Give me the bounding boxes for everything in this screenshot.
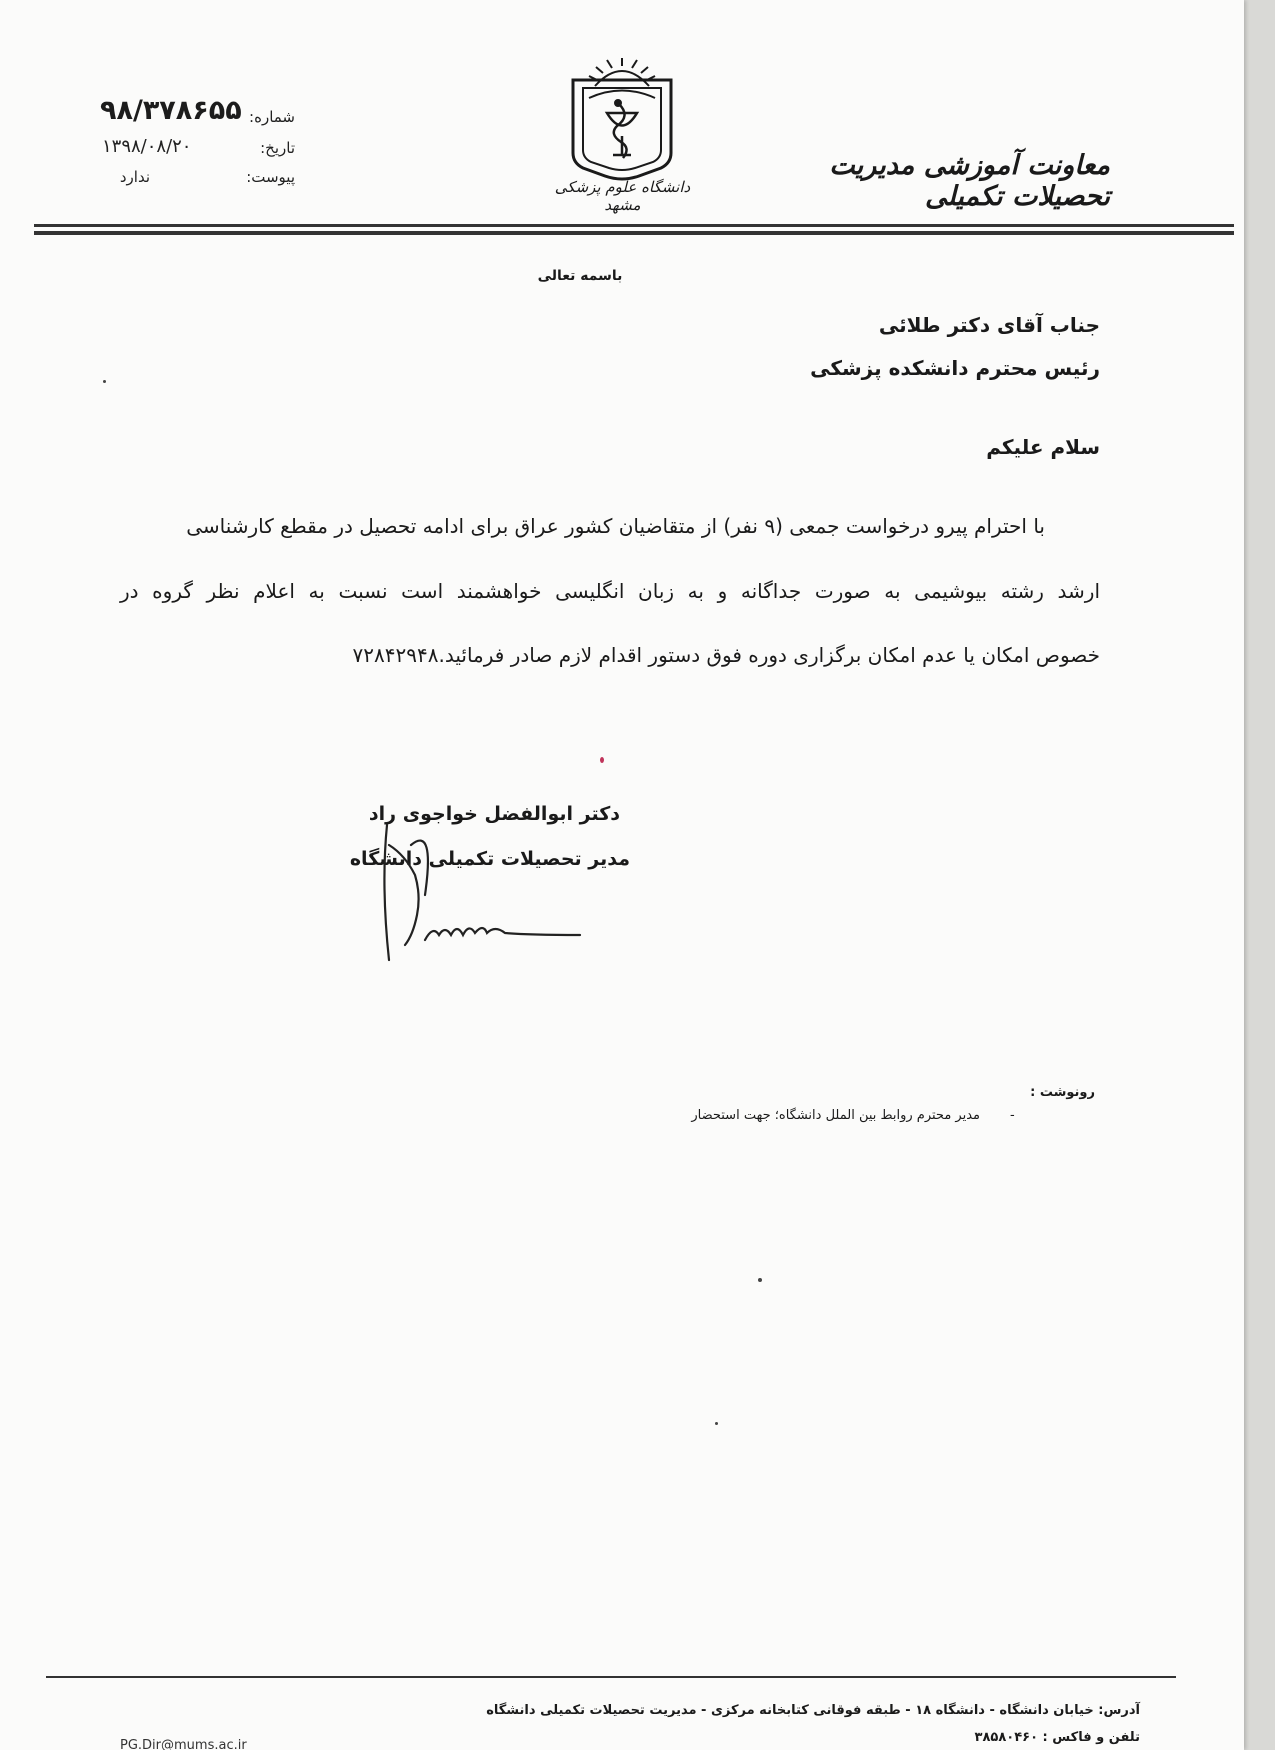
addressee-name: جناب آقای دکتر طلائی bbox=[878, 313, 1100, 337]
attachment-label: پیوست: bbox=[246, 168, 295, 186]
logo-caption: دانشگاه علوم پزشکی مشهد bbox=[554, 178, 691, 214]
invocation: باسمه تعالی bbox=[537, 268, 623, 284]
header-rule-bottom bbox=[34, 231, 1234, 235]
letter-date-value: ۱۳۹۸/۰۸/۲۰ bbox=[102, 136, 192, 157]
cc-item: مدیر محترم روابط بین الملل دانشگاه؛ جهت استحضار bbox=[691, 1108, 980, 1123]
body-line-2: ارشد رشته بیوشیمی به صورت جداگانه و به زبان انگلیسی خواهشمند است نسبت به اعلام نظر گروه در bbox=[120, 579, 1100, 603]
ink-mark bbox=[600, 757, 604, 763]
cc-dash: - bbox=[1010, 1108, 1015, 1123]
handwritten-signature bbox=[375, 785, 595, 965]
footer-address: آدرس: خیابان دانشگاه - دانشگاه ۱۸ - طبقه فوقانی کتابخانه مرکزی - مدیریت تحصیلات تکمیلی دانشگاه bbox=[486, 1703, 1140, 1718]
attachment-value: ندارد bbox=[119, 168, 150, 186]
body-line-3: خصوص امکان یا عدم امکان برگزاری دوره فوق دستور اقدام لازم صادر فرمائید.۷۲۸۴۲۹۴۸ bbox=[352, 643, 1100, 667]
letter-number-label: شماره: bbox=[249, 108, 295, 126]
signatory-title: مدیر تحصیلات تکمیلی دانشگاه bbox=[349, 848, 630, 870]
letter-date-label: تاریخ: bbox=[260, 139, 295, 157]
speck bbox=[758, 1278, 762, 1282]
speck bbox=[715, 1422, 718, 1425]
body-line-1: با احترام پیرو درخواست جمعی (۹ نفر) از متقاضیان کشور عراق برای ادامه تحصیل در مقطع کارشناسی bbox=[186, 514, 1045, 538]
greeting: سلام علیکم bbox=[986, 435, 1100, 459]
header-rule-top bbox=[34, 224, 1234, 227]
letter-number-value: ۹۸/۳۷۸۶۵۵ bbox=[100, 95, 242, 126]
cc-label: رونوشت : bbox=[1030, 1085, 1095, 1100]
footer-phone: تلفن و فاکس : ۳۸۵۸۰۴۶۰ bbox=[974, 1730, 1140, 1745]
footer-email: PG.Dir@mums.ac.ir bbox=[120, 1738, 247, 1750]
footer-rule bbox=[46, 1676, 1176, 1678]
signatory-name: دکتر ابوالفضل خواجوی راد bbox=[368, 803, 620, 825]
department-title: معاونت آموزشی مدیریت تحصیلات تکمیلی bbox=[829, 150, 1110, 212]
speck bbox=[103, 380, 106, 383]
addressee-title: رئیس محترم دانشکده پزشکی bbox=[810, 356, 1100, 380]
